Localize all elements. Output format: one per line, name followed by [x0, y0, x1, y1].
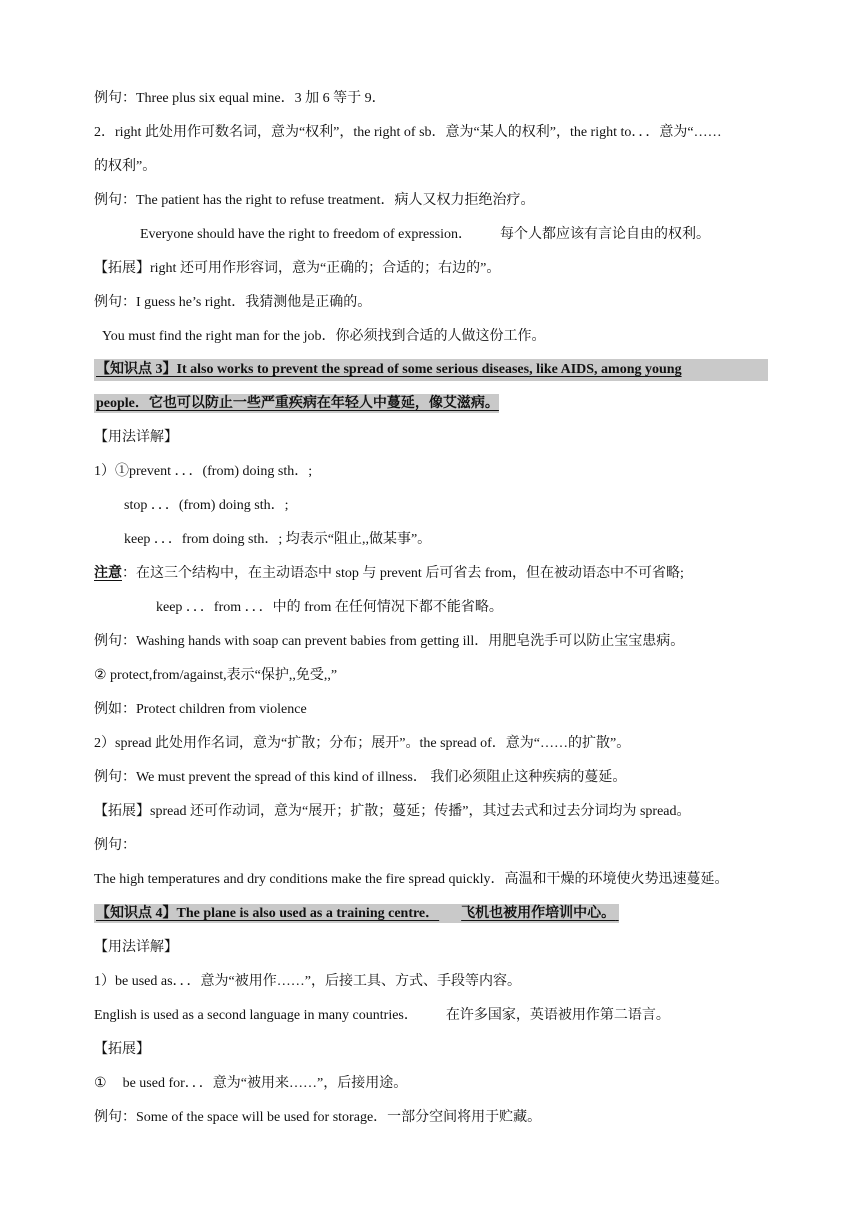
- example-sentence: The high temperatures and dry conditions make the fire spread quickly．高温和干燥的环境使火势迅速蔓延。: [94, 872, 729, 887]
- extension-note: 【拓展】spread 还可作动词，意为“展开；扩散；蔓延；传播”，其过去式和过去分词均为 spread。: [94, 804, 691, 819]
- note-text: 注意：在这三个结构中，在主动语态中 stop 与 prevent 后可省去 from，但在被动语态中不可省略;: [94, 566, 684, 581]
- structure-keep: keep ．．．from doing sth．; 均表示“阻止,,做某事”。: [124, 532, 432, 547]
- point-spread-noun: 2）spread 此处用作名词，意为“扩散；分布；展开”。the spread of．意为“……的扩散”。: [94, 736, 631, 751]
- usage-section-label: 【用法详解】: [94, 430, 178, 445]
- structure-protect: ② protect,from/against,表示“保护,,免受,,”: [94, 668, 338, 683]
- knowledge-point-3-heading-continued: people．它也可以防止一些严重疾病在年轻人中蔓延，像艾滋病。: [96, 396, 499, 411]
- example-sentence: [94, 1005, 670, 1027]
- structure-stop: stop ．．．(from) doing sth．;: [124, 498, 289, 513]
- extension-note: 【拓展】right 还可用作形容词，意为“正确的；合适的；右边的”。: [94, 261, 501, 276]
- example-sentence: 例句：Three plus six equal mine．3 加 6 等于 9．: [94, 91, 386, 106]
- example-english: Everyone should have the right to freedom of expression．: [140, 227, 473, 242]
- point-be-used-for: ① be used for．．．意为“被用来……”，后接用途。: [94, 1076, 408, 1091]
- example-sentence: 例如：Protect children from violence: [94, 702, 307, 717]
- example-sentence: 例句：I guess he’s right．我猜测他是正确的。: [94, 295, 372, 310]
- example-sentence: 例句：We must prevent the spread of this kind of illness． 我们必须阻止这种疾病的蔓延。: [94, 770, 627, 785]
- knowledge-point-4-heading: 【知识点 4】The plane is also used as a training centre． 飞机也被用作培训中心。: [94, 903, 619, 925]
- example-sentence: 例句：Some of the space will be used for storage．一部分空间将用于贮藏。: [94, 1110, 542, 1125]
- note-text-continued: keep ．．．from ．．．中的 from 在任何情况下都不能省略。: [156, 600, 503, 615]
- point-2-continued: 的权利”。: [94, 159, 157, 174]
- example-english: English is used as a second language in many countries．: [94, 1008, 418, 1023]
- example-sentence: 例句：Washing hands with soap can prevent babies from getting ill．用肥皂洗手可以防止宝宝患病。: [94, 634, 685, 649]
- example-sentence: [140, 224, 710, 246]
- knowledge-point-3-heading: 【知识点 3】It also works to prevent the spread of some serious diseases, like AIDS, among young: [94, 359, 768, 381]
- example-sentence: You must find the right man for the job．你必须找到合适的人做这份工作。: [102, 329, 546, 344]
- usage-section-label: 【用法详解】: [94, 940, 178, 955]
- point-be-used-as: 1）be used as．．．意为“被用作……”，后接工具、方式、手段等内容。: [94, 974, 521, 989]
- structure-prevent: 1）①prevent ．．．(from) doing sth．;: [94, 464, 313, 479]
- extension-label: 【拓展】: [94, 1042, 150, 1057]
- note-label: 注意: [94, 566, 122, 581]
- example-label: 例句：: [94, 838, 136, 853]
- example-chinese: 每个人都应该有言论自由的权利。: [500, 227, 711, 242]
- circled-number: ①: [94, 1076, 107, 1091]
- example-sentence: 例句：The patient has the right to refuse treatment．病人又权力拒绝治疗。: [94, 193, 535, 208]
- point-2-text: 2．right 此处用作可数名词，意为“权利”，the right of sb．意为“某人的权利”，the right to．．．意为“……: [94, 125, 722, 140]
- example-chinese: 在许多国家，英语被用作第二语言。: [445, 1008, 670, 1023]
